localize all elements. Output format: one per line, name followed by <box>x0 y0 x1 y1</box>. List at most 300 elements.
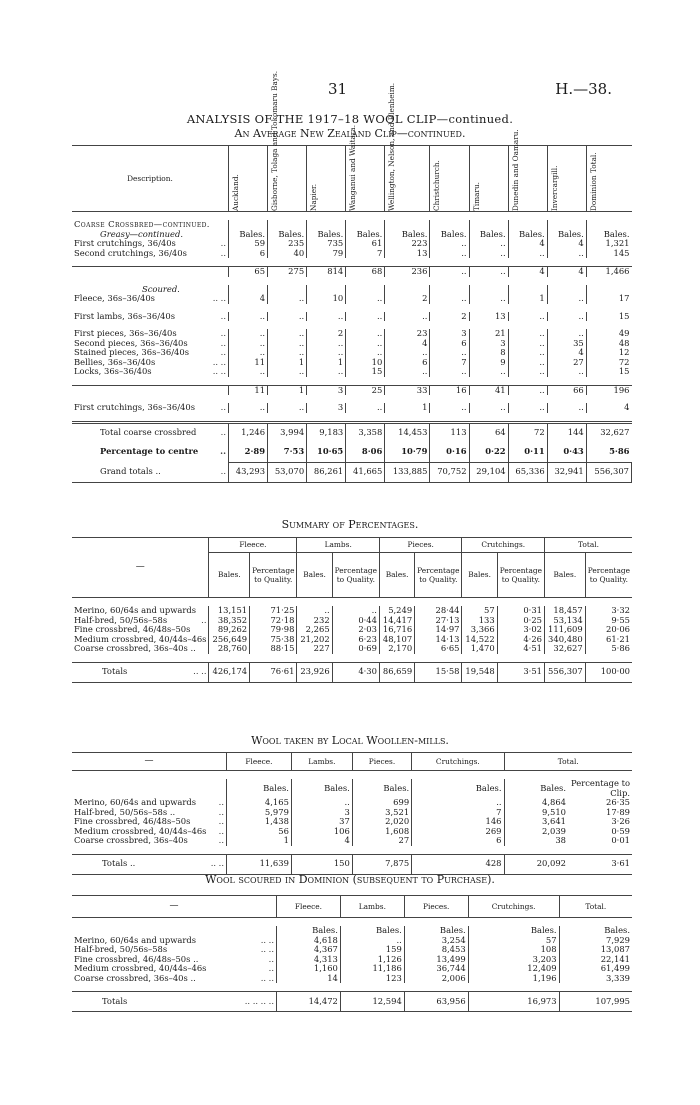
value-cell: 7 <box>430 358 469 368</box>
value-cell: 4·26 <box>497 635 544 645</box>
bales-unit: Bales. <box>268 230 307 240</box>
value-cell: .. <box>469 239 508 249</box>
dash-header: — <box>135 561 145 572</box>
value-cell: 4 <box>547 239 586 249</box>
value-cell: 72·18 <box>250 616 297 626</box>
value-cell: 15 <box>346 367 385 377</box>
dash-header: — <box>144 755 154 766</box>
row-label: Merino, 60/64s and upwards <box>74 934 197 945</box>
value-cell: 735 <box>307 239 346 249</box>
leader-dots: .. .. <box>212 293 226 303</box>
total-cell: 64 <box>469 422 508 442</box>
value-cell: 57 <box>468 936 559 946</box>
totals-row <box>72 992 632 1012</box>
district-name: Christchurch. <box>432 159 442 211</box>
value-cell: 3,641 <box>504 817 568 827</box>
value-cell: 111,609 <box>545 625 586 635</box>
value-cell: 10 <box>346 358 385 368</box>
district-name: Auckland. <box>231 173 240 211</box>
group-header: Total. <box>545 538 633 553</box>
row-label-cell <box>72 974 277 984</box>
summary-title: Summary of Percentages. <box>281 518 419 531</box>
value-cell: 75·38 <box>250 635 297 645</box>
bales-unit: Bales. <box>340 926 404 936</box>
value-cell: 100·00 <box>585 662 632 682</box>
row-label: First pieces, 36s–36/40s <box>74 328 177 338</box>
value-cell: 269 <box>412 827 504 837</box>
column-header: Fleece. <box>277 896 341 918</box>
percent-subheader: Percentage to Quality. <box>332 553 379 598</box>
analysis-subtitle: An Average New Zealand Clip—continued. <box>234 127 466 140</box>
subtotal-cell: 4 <box>547 267 586 277</box>
value-cell: 1 <box>307 358 346 368</box>
total-cell: 72 <box>508 422 547 442</box>
value-cell: 3 <box>430 329 469 339</box>
value-cell: 3 <box>307 403 346 413</box>
row-label-cell <box>72 854 227 874</box>
value-cell: 9·55 <box>585 616 632 626</box>
bales-unit: Bales. <box>469 230 508 240</box>
value-cell: 79 <box>307 249 346 259</box>
leader-dots: .. <box>268 963 274 973</box>
row-label: Merino, 60/64s and upwards <box>74 605 197 615</box>
row-label-cell <box>72 644 209 654</box>
value-cell: .. <box>268 348 307 358</box>
value-cell: 48 <box>586 339 631 349</box>
value-cell: .. <box>346 312 385 322</box>
value-cell: 13,151 <box>209 606 250 616</box>
value-cell: 340,480 <box>545 635 586 645</box>
subtotal-cell: 814 <box>307 267 346 277</box>
table-row <box>72 249 632 259</box>
subtotal-cell: 236 <box>385 267 430 277</box>
value-cell: 13 <box>385 249 430 259</box>
value-cell: .. <box>547 403 586 413</box>
row-label-cell <box>72 367 229 377</box>
value-cell: .. <box>268 367 307 377</box>
value-cell: 1 <box>227 836 292 846</box>
value-cell: 14·97 <box>415 625 462 635</box>
value-cell: 9 <box>469 358 508 368</box>
value-cell: 3,521 <box>352 808 411 818</box>
value-cell: .. <box>430 239 469 249</box>
subtotal-cell: 65 <box>229 267 268 277</box>
value-cell: .. <box>430 249 469 259</box>
value-cell: .. <box>340 936 404 946</box>
leader-dots: .. <box>218 825 224 836</box>
leader-dots: .. .. <box>260 934 274 945</box>
leader-dots: .. .. <box>260 944 274 954</box>
value-cell: 76·61 <box>250 662 297 682</box>
subtotal-cell: 1,466 <box>586 267 631 277</box>
leader-dots: .. .. <box>212 356 226 367</box>
value-cell: 3·32 <box>585 606 632 616</box>
total-cell: 1,246 <box>229 422 268 442</box>
district-name: Invercargill. <box>549 165 559 211</box>
row-label: First crutchings, 36s–36/40s <box>74 402 195 412</box>
leader-dots: .. <box>268 953 274 964</box>
group-header: Pieces. <box>379 538 462 553</box>
total-cell: 0·43 <box>547 442 586 462</box>
value-cell: .. <box>469 294 508 304</box>
value-cell: .. <box>332 606 379 616</box>
value-cell: .. <box>229 403 268 413</box>
row-label: Fine crossbred, 46/48s–50s .. <box>74 953 199 964</box>
value-cell: 556,307 <box>545 662 586 682</box>
total-cell: 428 <box>412 854 504 874</box>
value-cell: 12 <box>586 348 631 358</box>
bales-unit: Bales. <box>346 230 385 240</box>
subtotal-cell: 196 <box>586 385 631 395</box>
value-cell: 59 <box>229 239 268 249</box>
leader-dots: .. <box>220 402 226 412</box>
value-cell: 2·03 <box>332 625 379 635</box>
table-row <box>72 974 632 984</box>
row-label: Medium crossbred, 40/44s–46s <box>74 633 207 644</box>
value-cell: 2,006 <box>404 974 468 984</box>
district-column-header <box>346 124 385 212</box>
leader-dots: .. <box>220 466 226 476</box>
district-column-header <box>586 146 631 212</box>
total-cell: 113 <box>430 422 469 442</box>
value-cell: 37 <box>291 817 352 827</box>
column-header: Lambs. <box>340 896 404 918</box>
total-cell: 10·79 <box>385 442 430 462</box>
value-cell: 0·44 <box>332 616 379 626</box>
value-cell: 1 <box>268 358 307 368</box>
value-cell: 123 <box>340 974 404 984</box>
table-row <box>72 348 632 358</box>
row-label: Merino, 60/64s and upwards <box>74 797 197 807</box>
subtotal-cell: .. <box>469 267 508 277</box>
total-cell: 2·89 <box>229 442 268 462</box>
value-cell: .. <box>346 348 385 358</box>
row-label-cell <box>72 992 277 1012</box>
value-cell: 1 <box>385 403 430 413</box>
value-cell: 0·59 <box>611 825 630 836</box>
value-cell: 71·25 <box>250 606 297 616</box>
value-cell: 16,716 <box>379 625 414 635</box>
value-cell: 14,472 <box>277 992 341 1012</box>
value-cell: 61 <box>346 239 385 249</box>
total-cell: 86,261 <box>307 462 346 482</box>
value-cell: 61,499 <box>559 964 632 974</box>
total-row <box>72 442 632 462</box>
value-cell: 1,470 <box>462 644 497 654</box>
row-label: Bellies, 36s–36/40s <box>74 356 156 367</box>
value-cell: 223 <box>385 239 430 249</box>
value-cell: 4,313 <box>277 955 341 965</box>
value-cell: 36,744 <box>404 964 468 974</box>
district-column-header <box>385 82 430 212</box>
leader-dots: .. <box>220 446 226 457</box>
row-label: Half-bred, 50/56s–58s <box>74 614 168 625</box>
leader-dots: .. <box>218 806 224 817</box>
value-cell: 1,438 <box>227 817 292 827</box>
subtotal-cell: .. <box>430 267 469 277</box>
row-label-cell <box>72 312 229 322</box>
value-cell: 6·65 <box>415 644 462 654</box>
bales-subheader: Bales. <box>297 553 332 598</box>
total-cell: 53,070 <box>268 462 307 482</box>
mills-table <box>72 752 632 875</box>
section-label: Coarse Crossbred—continued. <box>74 219 210 229</box>
leader-dots: .. .. <box>193 666 207 677</box>
district-name: Wellington, Nelson, and Blenheim. <box>387 82 397 211</box>
total-cell: 9,183 <box>307 422 346 442</box>
value-cell: 2,170 <box>379 644 414 654</box>
value-cell: 4·51 <box>497 644 544 654</box>
total-cell: 41,665 <box>346 462 385 482</box>
value-cell: 88·15 <box>250 644 297 654</box>
value-cell: 8 <box>469 348 508 358</box>
total-cell: 43,293 <box>229 462 268 482</box>
value-cell: 23 <box>385 329 430 339</box>
value-cell: 3,254 <box>404 936 468 946</box>
total-cell: 0·16 <box>430 442 469 462</box>
value-cell: 38 <box>504 836 568 846</box>
page-number: 31 <box>328 80 348 98</box>
value-cell: 106 <box>291 827 352 837</box>
bales-unit: Bales. <box>227 779 292 798</box>
value-cell: 17·89 <box>606 806 630 817</box>
value-cell: 1,126 <box>340 955 404 965</box>
value-cell: 5·86 <box>585 644 632 654</box>
leader-dots: .. .. <box>260 972 274 983</box>
value-cell: 57 <box>462 606 497 616</box>
leader-dots: .. <box>218 797 224 807</box>
value-cell: .. <box>547 329 586 339</box>
leader-dots: .. .. <box>212 366 226 376</box>
total-cell: 70,752 <box>430 462 469 482</box>
total-cell: 10·65 <box>307 442 346 462</box>
value-cell: 89,262 <box>209 625 250 635</box>
value-cell: 15 <box>586 367 631 377</box>
value-cell: 108 <box>468 945 559 955</box>
leader-dots: .. <box>218 816 224 826</box>
total-cell: 3·61 <box>611 858 630 869</box>
value-cell: 1,196 <box>468 974 559 984</box>
leader-dots: .. <box>220 310 226 321</box>
value-cell: 107,995 <box>559 992 632 1012</box>
column-header: Pieces. <box>352 753 411 771</box>
value-cell: 13,499 <box>404 955 468 965</box>
bales-unit: Bales. <box>307 230 346 240</box>
value-cell: .. <box>229 367 268 377</box>
value-cell: 61·21 <box>585 635 632 645</box>
value-cell: .. <box>229 312 268 322</box>
value-cell: 2,020 <box>352 817 411 827</box>
page-header <box>0 80 700 100</box>
value-cell: 38,352 <box>209 616 250 626</box>
value-cell: .. <box>346 294 385 304</box>
value-cell: 49 <box>586 329 631 339</box>
bales-subheader: Bales. <box>462 553 497 598</box>
bales-subheader: Bales. <box>545 553 586 598</box>
table-row <box>72 403 632 413</box>
value-cell: .. <box>385 312 430 322</box>
value-cell: 7 <box>346 249 385 259</box>
table-row <box>72 644 632 654</box>
value-cell: .. <box>268 312 307 322</box>
total-cell: 65,336 <box>508 462 547 482</box>
totals-row <box>72 662 632 682</box>
value-cell: .. <box>430 348 469 358</box>
value-cell: 4 <box>547 348 586 358</box>
row-label-cell <box>72 294 229 304</box>
total-cell: 133,885 <box>385 462 430 482</box>
value-cell: 14 <box>277 974 341 984</box>
row-label: Fine crossbred, 46/48s–50s <box>74 624 191 634</box>
column-header: Crutchings. <box>412 753 504 771</box>
bales-unit: Bales. <box>559 926 632 936</box>
group-header: Crutchings. <box>462 538 545 553</box>
value-cell: 7,929 <box>559 936 632 946</box>
value-cell: 9,510 <box>504 808 568 818</box>
percent-subheader: Percentage to Quality. <box>585 553 632 598</box>
value-cell: 27 <box>352 836 411 846</box>
total-cell: 29,104 <box>469 462 508 482</box>
row-label-cell <box>72 249 229 259</box>
leader-dots: .. <box>220 328 226 338</box>
value-cell: 146 <box>412 817 504 827</box>
row-label: Medium crossbred, 40/44s–46s <box>74 963 207 973</box>
value-cell: .. <box>508 367 547 377</box>
leader-dots: .. .. <box>210 858 224 869</box>
value-cell: 5,979 <box>227 808 292 818</box>
district-name: Gisborne, Tolaga and Tokomaru Bays. <box>270 70 280 211</box>
row-label: Coarse crossbred, 36s–40s .. <box>74 643 196 653</box>
value-cell: 7 <box>412 808 504 818</box>
total-cell: 0·11 <box>508 442 547 462</box>
value-cell: 2,265 <box>297 625 332 635</box>
value-cell: 11 <box>229 358 268 368</box>
column-header: Pieces. <box>404 896 468 918</box>
value-cell: .. <box>268 403 307 413</box>
percent-subheader: Percentage to Quality. <box>250 553 297 598</box>
leader-dots: .. .. .. .. <box>244 995 274 1006</box>
district-column-header <box>430 146 469 212</box>
value-cell: 8,453 <box>404 945 468 955</box>
value-cell: 4,165 <box>227 798 292 808</box>
value-cell: 10 <box>307 294 346 304</box>
leader-dots: .. <box>220 347 226 357</box>
table-row <box>72 312 632 322</box>
district-name: Timaru. <box>471 181 481 211</box>
value-cell: .. <box>469 403 508 413</box>
value-cell: 72 <box>586 358 631 368</box>
subtotal-cell: 3 <box>307 385 346 395</box>
value-cell: 21,202 <box>297 635 332 645</box>
total-cell: 3,358 <box>346 422 385 442</box>
value-cell: .. <box>508 348 547 358</box>
value-cell: 159 <box>340 945 404 955</box>
percent-subheader: Percentage to Quality. <box>497 553 544 598</box>
value-cell: 426,174 <box>209 662 250 682</box>
value-cell: 26·35 <box>606 797 630 807</box>
row-label: Half-bred, 50/56s–58s <box>74 944 168 954</box>
row-label-cell <box>72 422 229 442</box>
value-cell: 4,367 <box>277 945 341 955</box>
bales-subheader: Bales. <box>379 553 414 598</box>
value-cell: .. <box>385 348 430 358</box>
table-row <box>72 367 632 377</box>
leader-dots: .. <box>220 247 226 258</box>
value-cell: 14·13 <box>415 635 462 645</box>
column-header: Crutchings. <box>468 896 559 918</box>
empty-cell <box>72 385 229 395</box>
value-cell: 28,760 <box>209 644 250 654</box>
subtotal-cell: 33 <box>385 385 430 395</box>
total-cell: 11,639 <box>227 854 292 874</box>
value-cell: 3,203 <box>468 955 559 965</box>
total-cell: 32,941 <box>547 462 586 482</box>
value-cell: 17 <box>586 294 631 304</box>
value-cell: 2 <box>307 329 346 339</box>
value-cell: .. <box>346 329 385 339</box>
scoured-table <box>72 895 632 1012</box>
total-cell: 150 <box>291 854 352 874</box>
district-column-header <box>268 70 307 212</box>
value-cell: .. <box>508 329 547 339</box>
row-label: Medium crossbred, 40/44s–46s <box>74 825 207 836</box>
row-label: Second pieces, 36s–36/40s <box>74 337 188 348</box>
value-cell: .. <box>268 329 307 339</box>
value-cell: .. <box>268 294 307 304</box>
subtotal-cell: 275 <box>268 267 307 277</box>
district-name: Dunedin and Oamaru. <box>510 128 520 211</box>
value-cell: 22,141 <box>559 955 632 965</box>
value-cell: .. <box>469 367 508 377</box>
leader-dots: .. <box>201 614 207 625</box>
empty-cell <box>72 267 229 277</box>
bales-unit: Bales. <box>229 230 268 240</box>
value-cell: 19,548 <box>462 662 497 682</box>
value-cell: 0·25 <box>497 616 544 626</box>
value-cell: 11,186 <box>340 964 404 974</box>
value-cell: .. <box>385 367 430 377</box>
value-cell: 15·58 <box>415 662 462 682</box>
subtotal-cell: 4 <box>508 267 547 277</box>
value-cell: 35 <box>547 339 586 349</box>
value-cell: .. <box>307 348 346 358</box>
row-label: Half-bred, 50/56s–58s .. <box>74 806 176 817</box>
leader-dots: .. <box>218 835 224 845</box>
value-cell: 4 <box>586 403 631 413</box>
total-row <box>72 462 632 482</box>
row-label: Fine crossbred, 46/48s–50s <box>74 816 191 826</box>
row-label: Fleece, 36s–36/40s <box>74 293 155 303</box>
subsection-label: Greasy—continued. <box>100 228 183 239</box>
value-cell: 56 <box>227 827 292 837</box>
bales-unit: Bales. <box>586 230 631 240</box>
value-cell: 2,039 <box>504 827 568 837</box>
column-header: Total. <box>559 896 632 918</box>
value-cell: 15 <box>586 312 631 322</box>
value-cell: 40 <box>268 249 307 259</box>
value-cell: .. <box>547 312 586 322</box>
value-cell: 63,956 <box>404 992 468 1012</box>
value-cell: .. <box>547 249 586 259</box>
value-cell: 6·23 <box>332 635 379 645</box>
value-cell: 4 <box>385 339 430 349</box>
subtotal-cell: 1 <box>268 385 307 395</box>
value-cell: .. <box>291 798 352 808</box>
value-cell: .. <box>297 606 332 616</box>
value-cell: 3·02 <box>497 625 544 635</box>
subtotal-cell: 41 <box>469 385 508 395</box>
value-cell: 32,627 <box>545 644 586 654</box>
